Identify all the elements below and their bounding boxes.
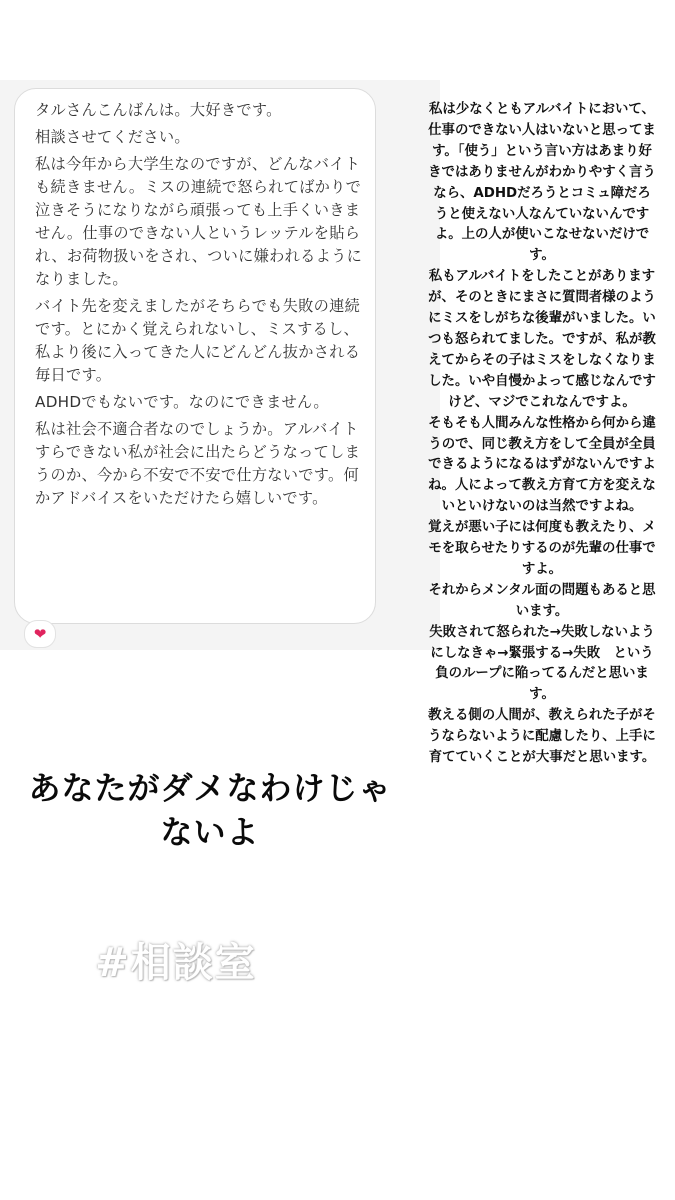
question-paragraph: 私は今年から大学生なのですが、どんなバイトも続きません。ミスの連続で怒られてばかりで泣きそうになりながら頑張っても上手くいきません。仕事のできない人というレッテルを貼られ、お荷物扱いをされ、ついに嫌われるようになりました。 bbox=[35, 155, 363, 288]
question-paragraph: タルさんこんばんは。大好きです。 bbox=[35, 101, 282, 119]
answer-paragraph: 教える側の人間が、教えられた子がそうならないように配慮したり、上手に育てていくことが大事だと思います。 bbox=[428, 708, 656, 766]
story-caption bbox=[10, 766, 410, 854]
answer-text-block bbox=[428, 100, 656, 769]
question-message-bubble bbox=[14, 88, 376, 624]
caption-line: あなたがダメなわけじゃ bbox=[28, 769, 392, 807]
hashtag-sticker[interactable]: #相談室 bbox=[95, 939, 257, 986]
answer-paragraph: そもそも人間みんな性格から何から違うので、同じ教え方をして全員が全員できるようになるはずがないんですよね。人によって教え方育て方を変えないといけないのは当然ですよね。 bbox=[428, 415, 656, 515]
answer-paragraph: それからメンタル面の問題もあると思います。 bbox=[428, 582, 656, 619]
question-paragraph: ADHDでもないです。なのにできません。 bbox=[35, 393, 329, 411]
caption-line: ないよ bbox=[160, 813, 260, 851]
question-paragraph: 私は社会不適合者なのでしょうか。アルバイトすらできない私が社会に出たらどうなってしまうのか、今から不安で不安で仕方ないです。何かアドバイスをいただけたら嬉しいです。 bbox=[35, 420, 361, 507]
answer-paragraph: 覚えが悪い子には何度も教えたり、メモを取らせたりするのが先輩の仕事ですよ。 bbox=[428, 520, 656, 577]
answer-paragraph: 私は少なくともアルバイトにおいて、仕事のできない人はいないと思ってます。「使う」という言い方はあまり好きではありませんがわかりやすく言うなら、ADHDだろうとコミュ障だろうと使えない人なんていないんですよ。上の人が使いこなせないだけです。 bbox=[428, 102, 656, 264]
answer-paragraph: 失敗されて怒られた→失敗しないようにしなきゃ→緊張する→失敗 という負のループに陥ってるんだと思います。 bbox=[429, 624, 655, 703]
heart-icon: ❤ bbox=[33, 625, 47, 643]
question-paragraph: バイト先を変えましたがそちらでも失敗の連続です。とにかく覚えられないし、ミスするし、私より後に入ってきた人にどんどん抜かされる毎日です。 bbox=[35, 297, 361, 384]
heart-reaction-badge bbox=[24, 620, 56, 648]
answer-paragraph: 私もアルバイトをしたことがありますが、そのときにまさに質問者様のようにミスをしがちな後輩がいました。いつも怒られてました。ですが、私が教えてからその子はミスをしなくなりました。いや自慢かよって感じなんですけど、マジでこれなんですよ。 bbox=[428, 269, 656, 410]
question-paragraph: 相談させてください。 bbox=[35, 128, 190, 146]
